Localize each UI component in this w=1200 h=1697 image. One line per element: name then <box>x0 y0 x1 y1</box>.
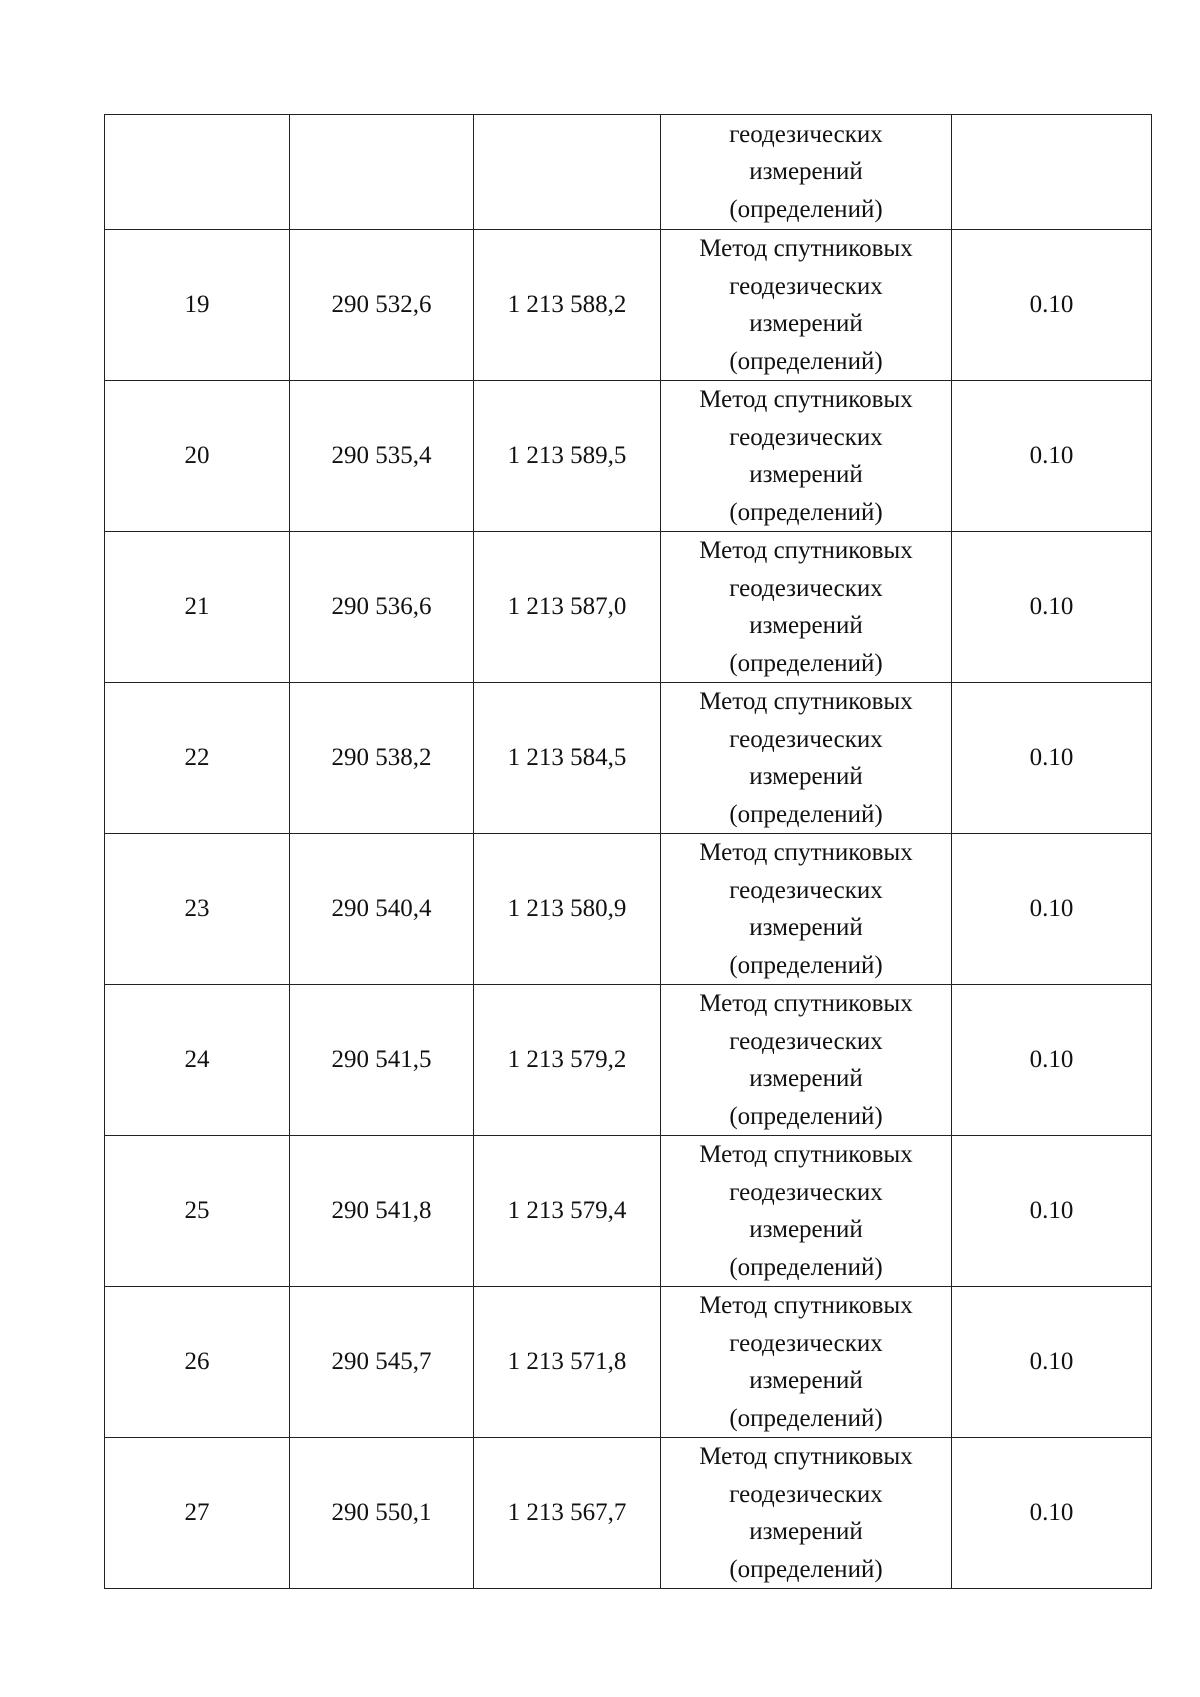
method-line: (определений) <box>729 649 883 677</box>
method-line: (определений) <box>729 1102 883 1130</box>
cell-x-coordinate: 290 538,2 <box>290 683 474 834</box>
table-row <box>105 532 1152 683</box>
cell-method <box>661 532 952 683</box>
cell-point-number: 24 <box>105 985 290 1136</box>
method-line: геодезических <box>729 876 883 904</box>
cell-accuracy: 0.10 <box>952 985 1152 1136</box>
coordinates-table <box>104 114 1152 1589</box>
method-line: измерений <box>749 461 863 488</box>
method-line: (определений) <box>729 800 883 828</box>
cell-method <box>661 985 952 1136</box>
method-line: Метод спутниковых <box>699 537 913 564</box>
method-line: измерений <box>749 1216 863 1243</box>
cell-x-coordinate: 290 532,6 <box>290 230 474 381</box>
method-line: Метод спутниковых <box>699 1292 913 1319</box>
cell-y-coordinate: 1 213 579,2 <box>474 985 661 1136</box>
method-line: Метод спутниковых <box>699 386 913 413</box>
table-row <box>105 1136 1152 1287</box>
cell-method <box>661 683 952 834</box>
method-line: (определений) <box>729 498 883 526</box>
method-line: геодезических <box>729 120 883 148</box>
cell-accuracy: 0.10 <box>952 1136 1152 1287</box>
method-line: Метод спутниковых <box>699 990 913 1017</box>
cell-point-number: 26 <box>105 1287 290 1438</box>
method-line: измерений <box>749 158 863 186</box>
table-row <box>105 1438 1152 1589</box>
cell-y-coordinate: 1 213 567,7 <box>474 1438 661 1589</box>
method-line: (определений) <box>729 951 883 979</box>
method-line: (определений) <box>729 195 883 223</box>
method-line: (определений) <box>729 1404 883 1432</box>
method-line: геодезических <box>729 1027 883 1055</box>
table-row <box>105 381 1152 532</box>
method-line: Метод спутниковых <box>699 1443 913 1470</box>
method-line: геодезических <box>729 272 883 300</box>
cell-y-coordinate: 1 213 587,0 <box>474 532 661 683</box>
method-line: измерений <box>749 310 863 337</box>
table-row <box>105 1287 1152 1438</box>
method-line: измерений <box>749 1518 863 1545</box>
cell-x-coordinate: 290 541,5 <box>290 985 474 1136</box>
method-line: измерений <box>749 763 863 790</box>
method-line: геодезических <box>729 1329 883 1357</box>
method-line: (определений) <box>729 347 883 375</box>
cell-point-number: 23 <box>105 834 290 985</box>
cell-point-number: 20 <box>105 381 290 532</box>
method-line: измерений <box>749 1065 863 1092</box>
cell-y-coordinate <box>474 115 661 230</box>
cell-method <box>661 115 952 230</box>
cell-x-coordinate: 290 550,1 <box>290 1438 474 1589</box>
cell-point-number: 27 <box>105 1438 290 1589</box>
method-line: геодезических <box>729 725 883 753</box>
cell-accuracy: 0.10 <box>952 381 1152 532</box>
method-line: Метод спутниковых <box>699 235 913 262</box>
cell-x-coordinate: 290 540,4 <box>290 834 474 985</box>
cell-x-coordinate: 290 535,4 <box>290 381 474 532</box>
method-line: Метод спутниковых <box>699 839 913 866</box>
cell-method <box>661 1438 952 1589</box>
cell-y-coordinate: 1 213 580,9 <box>474 834 661 985</box>
cell-method <box>661 1136 952 1287</box>
cell-point-number: 22 <box>105 683 290 834</box>
table-row <box>105 230 1152 381</box>
method-line: геодезических <box>729 1480 883 1508</box>
cell-y-coordinate: 1 213 588,2 <box>474 230 661 381</box>
table-row <box>105 834 1152 985</box>
cell-y-coordinate: 1 213 589,5 <box>474 381 661 532</box>
method-line: измерений <box>749 1367 863 1394</box>
table-row <box>105 683 1152 834</box>
cell-point-number: 25 <box>105 1136 290 1287</box>
method-line: (определений) <box>729 1555 883 1583</box>
cell-x-coordinate: 290 545,7 <box>290 1287 474 1438</box>
cell-accuracy <box>952 115 1152 230</box>
cell-accuracy: 0.10 <box>952 834 1152 985</box>
cell-y-coordinate: 1 213 571,8 <box>474 1287 661 1438</box>
cell-method <box>661 834 952 985</box>
cell-y-coordinate: 1 213 579,4 <box>474 1136 661 1287</box>
method-line: измерений <box>749 914 863 941</box>
method-line: геодезических <box>729 574 883 602</box>
cell-x-coordinate <box>290 115 474 230</box>
cell-method <box>661 230 952 381</box>
method-line: измерений <box>749 612 863 639</box>
method-line: геодезических <box>729 423 883 451</box>
cell-accuracy: 0.10 <box>952 1438 1152 1589</box>
cell-x-coordinate: 290 536,6 <box>290 532 474 683</box>
cell-accuracy: 0.10 <box>952 532 1152 683</box>
cell-accuracy: 0.10 <box>952 683 1152 834</box>
cell-point-number <box>105 115 290 230</box>
cell-accuracy: 0.10 <box>952 1287 1152 1438</box>
method-line: Метод спутниковых <box>699 1141 913 1168</box>
cell-point-number: 19 <box>105 230 290 381</box>
cell-x-coordinate: 290 541,8 <box>290 1136 474 1287</box>
cell-method <box>661 1287 952 1438</box>
table-row <box>105 985 1152 1136</box>
method-line: (определений) <box>729 1253 883 1281</box>
cell-point-number: 21 <box>105 532 290 683</box>
cell-y-coordinate: 1 213 584,5 <box>474 683 661 834</box>
cell-accuracy: 0.10 <box>952 230 1152 381</box>
method-line: геодезических <box>729 1178 883 1206</box>
table-row-continuation <box>105 115 1152 230</box>
coordinates-table-body <box>105 115 1152 1589</box>
method-line: Метод спутниковых <box>699 688 913 715</box>
cell-method <box>661 381 952 532</box>
